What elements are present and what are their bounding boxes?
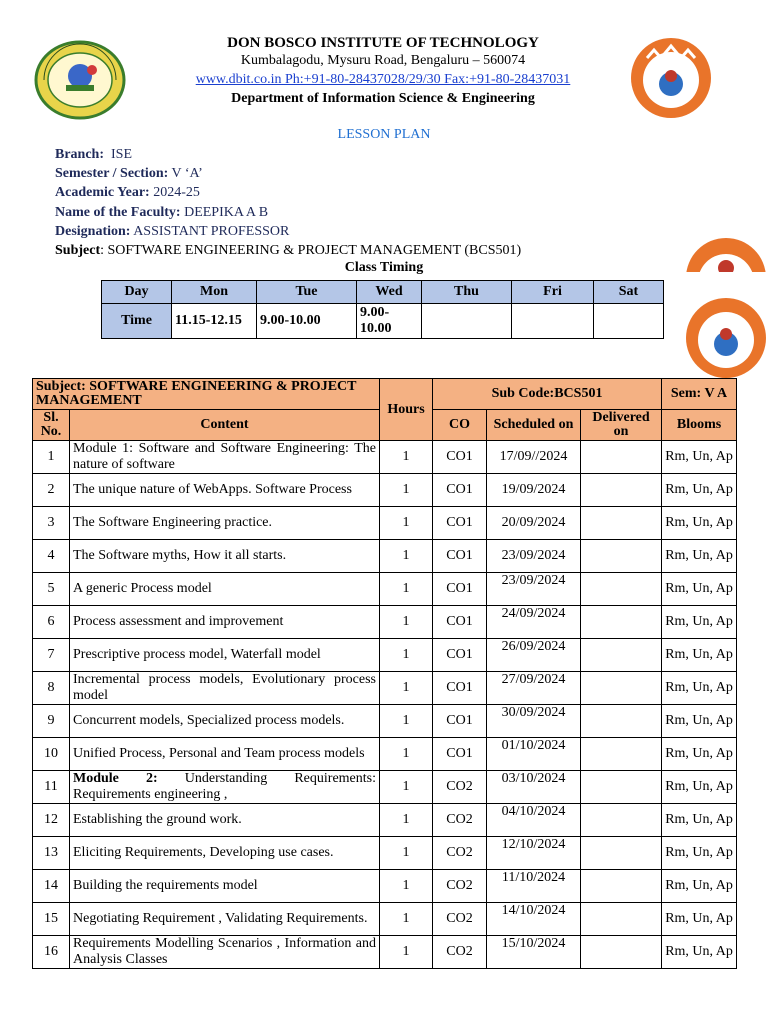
- row-hours: 1: [380, 804, 433, 837]
- row-content: Concurrent models, Specialized process models.: [70, 705, 380, 738]
- table-row: [33, 903, 737, 936]
- institute-logo: [34, 40, 126, 120]
- row-blooms: Rm, Un, Ap: [662, 639, 737, 672]
- row-delivered: [581, 870, 662, 903]
- row-hours: 1: [380, 738, 433, 771]
- row-sl: 13: [33, 837, 70, 870]
- institute-name: DON BOSCO INSTITUTE OF TECHNOLOGY: [227, 35, 539, 51]
- row-content: Building the requirements model: [70, 870, 380, 903]
- row-scheduled: 20/09/2024: [487, 507, 581, 540]
- row-scheduled: 19/09/2024: [487, 474, 581, 507]
- row-content-text: Understanding Requirements: Requirements engineering ,: [73, 771, 376, 802]
- semester-label: Semester / Section:: [55, 166, 169, 182]
- row-content: Negotiating Requirement , Validating Requirements.: [70, 903, 380, 936]
- row-blooms: Rm, Un, Ap: [662, 540, 737, 573]
- row-co: CO1: [433, 639, 487, 672]
- row-content: Process assessment and improvement: [70, 606, 380, 639]
- row-scheduled: 26/09/2024: [487, 639, 581, 672]
- table-row: [33, 441, 737, 474]
- row-sl: 10: [33, 738, 70, 771]
- row-content: Establishing the ground work.: [70, 804, 380, 837]
- class-timing-title: Class Timing: [344, 260, 424, 275]
- row-hours: 1: [380, 771, 433, 804]
- row-sl: 3: [33, 507, 70, 540]
- row-hours: 1: [380, 837, 433, 870]
- row-delivered: [581, 606, 662, 639]
- row-delivered: [581, 573, 662, 606]
- row-delivered: [581, 837, 662, 870]
- row-content: Module 1: Software and Software Engineering: The nature of software: [70, 441, 380, 474]
- table-row: [33, 705, 737, 738]
- row-hours: 1: [380, 870, 433, 903]
- year-value: 2024-25: [153, 185, 200, 201]
- timing-row-label: Time: [102, 304, 172, 339]
- row-hours: 1: [380, 507, 433, 540]
- row-co: CO1: [433, 672, 487, 705]
- row-scheduled: 15/10/2024: [487, 936, 581, 969]
- lesson-plan-table: [32, 378, 737, 969]
- faculty-label: Name of the Faculty:: [55, 204, 181, 220]
- row-hours: 1: [380, 639, 433, 672]
- row-blooms: Rm, Un, Ap: [662, 738, 737, 771]
- row-sl: 9: [33, 705, 70, 738]
- row-sl: 2: [33, 474, 70, 507]
- row-delivered: [581, 639, 662, 672]
- row-scheduled: 03/10/2024: [487, 771, 581, 804]
- table-row: [33, 870, 737, 903]
- row-hours: 1: [380, 672, 433, 705]
- timing-sat: [594, 304, 664, 339]
- row-delivered: [581, 441, 662, 474]
- timing-tue: 9.00-10.00: [257, 304, 357, 339]
- row-hours: 1: [380, 606, 433, 639]
- row-blooms: Rm, Un, Ap: [662, 771, 737, 804]
- row-content-bold: Module 2:: [73, 771, 158, 786]
- row-co: CO2: [433, 771, 487, 804]
- row-blooms: Rm, Un, Ap: [662, 870, 737, 903]
- row-delivered: [581, 540, 662, 573]
- plan-sl-header: Sl. No.: [33, 410, 70, 441]
- lesson-plan-title: LESSON PLAN: [337, 127, 431, 142]
- row-blooms: Rm, Un, Ap: [662, 705, 737, 738]
- year-label: Academic Year:: [55, 185, 150, 201]
- row-scheduled: 14/10/2024: [487, 903, 581, 936]
- row-sl: 7: [33, 639, 70, 672]
- row-content: A generic Process model: [70, 573, 380, 606]
- timing-header-thu: Thu: [422, 281, 512, 304]
- row-delivered: [581, 903, 662, 936]
- row-co: CO2: [433, 903, 487, 936]
- row-delivered: [581, 507, 662, 540]
- subject-label: Subject: [55, 243, 101, 259]
- row-scheduled: 17/09//2024: [487, 441, 581, 474]
- table-row: [33, 507, 737, 540]
- row-co: CO1: [433, 507, 487, 540]
- row-content: Requirements Modelling Scenarios , Information and Analysis Classes: [70, 936, 380, 969]
- row-hours: 1: [380, 540, 433, 573]
- row-blooms: Rm, Un, Ap: [662, 903, 737, 936]
- row-scheduled: 23/09/2024: [487, 573, 581, 606]
- row-co: CO1: [433, 606, 487, 639]
- plan-subject-header: Subject: SOFTWARE ENGINEERING & PROJECT MANAGEMENT: [33, 379, 380, 410]
- timing-wed: 9.00- 10.00: [357, 304, 422, 339]
- plan-blooms-header: Blooms: [662, 410, 737, 441]
- row-delivered: [581, 474, 662, 507]
- row-sl: 12: [33, 804, 70, 837]
- row-scheduled: 11/10/2024: [487, 870, 581, 903]
- row-sl: 11: [33, 771, 70, 804]
- table-row: [33, 738, 737, 771]
- row-sl: 5: [33, 573, 70, 606]
- row-co: CO1: [433, 474, 487, 507]
- row-co: CO1: [433, 441, 487, 474]
- row-delivered: [581, 804, 662, 837]
- row-sl: 16: [33, 936, 70, 969]
- row-content: Eliciting Requirements, Developing use cases.: [70, 837, 380, 870]
- row-co: CO1: [433, 738, 487, 771]
- course-meta: Branch: ISE Semester / Section: V ‘A’ Academic Year: 2024-25 Name of the Faculty: DEEPIKA A B Designation: ASSISTANT PROFESSOR Subject: SOFTWARE ENGINEERING & PROJECT MANAGEMENT (BCS501): [55, 147, 522, 259]
- department-name: Department of Information Science & Engineering: [231, 91, 535, 106]
- plan-hours-header: Hours: [380, 379, 433, 441]
- row-co: CO2: [433, 804, 487, 837]
- row-blooms: Rm, Un, Ap: [662, 936, 737, 969]
- row-co: CO1: [433, 573, 487, 606]
- row-scheduled: 04/10/2024: [487, 804, 581, 837]
- branch-value: ISE: [111, 147, 132, 162]
- row-blooms: Rm, Un, Ap: [662, 573, 737, 606]
- row-delivered: [581, 738, 662, 771]
- row-sl: 4: [33, 540, 70, 573]
- row-co: CO2: [433, 837, 487, 870]
- table-row: [33, 639, 737, 672]
- table-row: [33, 474, 737, 507]
- plan-subcode-header: Sub Code:BCS501: [433, 379, 662, 410]
- row-hours: 1: [380, 474, 433, 507]
- row-delivered: [581, 705, 662, 738]
- side-emblem: [684, 290, 768, 384]
- table-row: [33, 771, 737, 804]
- timing-fri: [512, 304, 594, 339]
- plan-delivered-header: Delivered on: [581, 410, 662, 441]
- branch-label: Branch:: [55, 147, 104, 162]
- table-row: [33, 540, 737, 573]
- row-blooms: Rm, Un, Ap: [662, 606, 737, 639]
- subject-value: SOFTWARE ENGINEERING & PROJECT MANAGEMENT (BCS501): [107, 243, 522, 259]
- plan-scheduled-header: Scheduled on: [487, 410, 581, 441]
- timing-header-wed: Wed: [357, 281, 422, 304]
- row-scheduled: 01/10/2024: [487, 738, 581, 771]
- letterhead: [150, 34, 616, 108]
- timing-mon: 11.15-12.15: [172, 304, 257, 339]
- row-sl: 6: [33, 606, 70, 639]
- designation-value: ASSISTANT PROFESSOR: [133, 223, 290, 239]
- institute-address: Kumbalagodu, Mysuru Road, Bengaluru – 560074: [240, 53, 526, 68]
- faculty-value: DEEPIKA A B: [184, 204, 269, 220]
- row-hours: 1: [380, 705, 433, 738]
- row-scheduled: 12/10/2024: [487, 837, 581, 870]
- row-sl: 14: [33, 870, 70, 903]
- row-co: CO2: [433, 936, 487, 969]
- row-scheduled: 27/09/2024: [487, 672, 581, 705]
- class-timing-table: [101, 280, 664, 339]
- row-delivered: [581, 672, 662, 705]
- row-delivered: [581, 936, 662, 969]
- row-scheduled: 30/09/2024: [487, 705, 581, 738]
- row-blooms: Rm, Un, Ap: [662, 474, 737, 507]
- row-sl: 1: [33, 441, 70, 474]
- row-hours: 1: [380, 573, 433, 606]
- row-blooms: Rm, Un, Ap: [662, 672, 737, 705]
- trust-emblem: [630, 36, 712, 120]
- semester-value: V ‘A’: [171, 166, 203, 182]
- table-row: [33, 606, 737, 639]
- table-row: [33, 936, 737, 969]
- timing-header-mon: Mon: [172, 281, 257, 304]
- row-hours: 1: [380, 903, 433, 936]
- row-content: [70, 771, 380, 804]
- timing-header-row: [102, 281, 664, 304]
- institute-contact-link[interactable]: www.dbit.co.in Ph:+91-80-28437028/29/30 Fax:+91-80-28437031: [195, 72, 571, 87]
- table-row: [33, 672, 737, 705]
- row-content: The unique nature of WebApps. Software Process: [70, 474, 380, 507]
- plan-sem-header: Sem: V A: [662, 379, 737, 410]
- row-scheduled: 24/09/2024: [487, 606, 581, 639]
- row-hours: 1: [380, 936, 433, 969]
- row-co: CO2: [433, 870, 487, 903]
- row-content: The Software Engineering practice.: [70, 507, 380, 540]
- timing-header-day: Day: [102, 281, 172, 304]
- row-blooms: Rm, Un, Ap: [662, 837, 737, 870]
- timing-header-tue: Tue: [257, 281, 357, 304]
- row-hours: 1: [380, 441, 433, 474]
- row-blooms: Rm, Un, Ap: [662, 507, 737, 540]
- row-co: CO1: [433, 705, 487, 738]
- table-row: [33, 573, 737, 606]
- row-content: Prescriptive process model, Waterfall model: [70, 639, 380, 672]
- timing-header-sat: Sat: [594, 281, 664, 304]
- row-sl: 15: [33, 903, 70, 936]
- designation-label: Designation:: [55, 223, 131, 239]
- table-row: [33, 804, 737, 837]
- row-delivered: [581, 771, 662, 804]
- timing-header-fri: Fri: [512, 281, 594, 304]
- row-blooms: Rm, Un, Ap: [662, 804, 737, 837]
- plan-header-row-1: [33, 379, 737, 410]
- plan-co-header: CO: [433, 410, 487, 441]
- plan-content-header: Content: [70, 410, 380, 441]
- row-blooms: Rm, Un, Ap: [662, 441, 737, 474]
- table-row: [33, 837, 737, 870]
- row-scheduled: 23/09/2024: [487, 540, 581, 573]
- timing-thu: [422, 304, 512, 339]
- row-co: CO1: [433, 540, 487, 573]
- row-sl: 8: [33, 672, 70, 705]
- row-content: Incremental process models, Evolutionary process model: [70, 672, 380, 705]
- row-content: Unified Process, Personal and Team process models: [70, 738, 380, 771]
- timing-time-row: [102, 304, 664, 339]
- row-content: The Software myths, How it all starts.: [70, 540, 380, 573]
